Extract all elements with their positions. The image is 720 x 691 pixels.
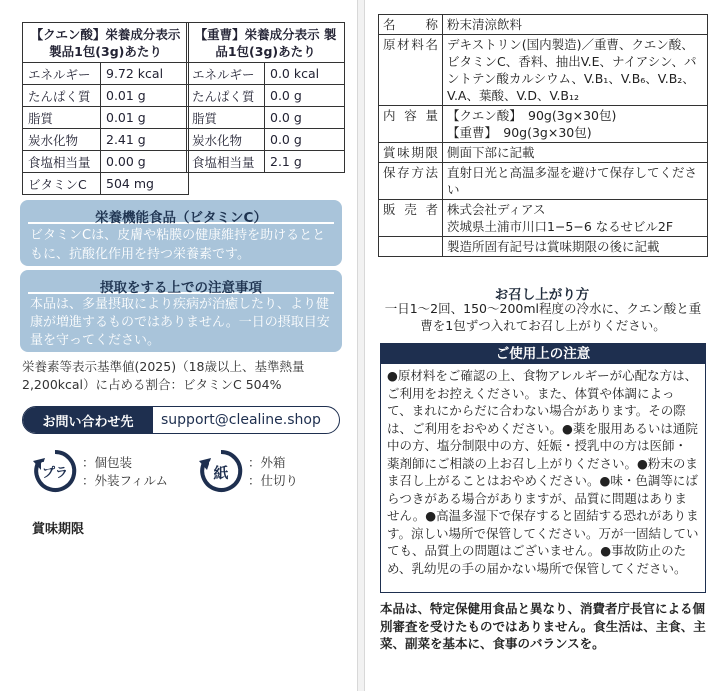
product-info-table — [378, 14, 708, 257]
functional-food-body: ビタミンCは、皮膚や粘膜の健康維持を助けるとともに、抗酸化作用を持つ栄養素です。 — [30, 228, 326, 262]
nutrition-value: 2.41 g — [101, 129, 189, 151]
nutrition-header-citric: 【クエン酸】栄養成分表示 製品1包(3g)あたり — [23, 23, 189, 63]
howto-body: 一日1〜2回、150〜200ml程度の冷水に、クエン酸と重曹を1包ずつ入れてお召し上がりください。 — [384, 301, 702, 333]
info-value: 【クエン酸】 90g(3g×30包) 【重曹】 90g(3g×30包) — [443, 106, 708, 143]
nutrition-label: たんぱく質 — [187, 85, 265, 107]
table-row — [379, 15, 708, 35]
nutrition-value: 0.01 g — [101, 85, 189, 107]
nutrition-label: ビタミンC — [23, 173, 101, 195]
nutrition-value: 0.01 g — [101, 107, 189, 129]
reference-note: 栄養素等表示基準値(2025)（18歳以上、基準熱量2,200kcal）に占める割合：ビタミンC 504% — [22, 359, 305, 392]
functional-food-box — [20, 200, 342, 266]
intake-caution-title: 摂取をする上での注意事項 — [28, 270, 334, 294]
usage-caution-title: ご使用上の注意 — [381, 344, 705, 364]
table-row — [379, 143, 708, 163]
info-key: 販売者 — [379, 200, 443, 237]
usage-caution-body: ●原材料をご確認の上、食物アレルギーが心配な方は、ご利用をお控えください。また、体質や体調によって、まれにからだに合わない場合があります。その際は、ご利用をおやめください。●薬を服用あるいは通院中の方、塩分制限中の方、妊娠・授乳中の方は医師・薬剤師にご相談の上お召し上がりください。●粉末のまま召し上がることはおやめください。●味・色調等にばらつきがある場合がありますが、品質に問題はありません。●高温多湿下で保存すると固結する恐れがあります。涼しい場所で保管してください。万が一固結していても、品質上の問題はございません。●事故防止のため、乳幼児の手の届かない場所で保管してください。 — [387, 368, 699, 576]
table-row — [23, 129, 189, 151]
table-row — [379, 163, 708, 200]
nutrition-header-soda: 【重曹】栄養成分表示 製品1包(3g)あたり — [187, 23, 345, 63]
pla-items — [82, 454, 168, 490]
plastic-recycle-icon — [32, 448, 78, 494]
table-row — [23, 173, 189, 195]
info-key: 賞味期限 — [379, 143, 443, 163]
table-row — [379, 237, 708, 257]
contact-label: お問い合わせ先 — [23, 407, 153, 433]
paper-item: ：外箱 — [248, 455, 286, 470]
nutrition-value: 0.0 kcal — [265, 63, 345, 85]
contact-email[interactable]: support@clealine.shop — [161, 412, 321, 428]
info-value: 側面下部に記載 — [443, 143, 708, 163]
nutrition-label: エネルギー — [23, 63, 101, 85]
table-row — [23, 63, 189, 85]
nutrition-label: 脂質 — [23, 107, 101, 129]
table-row — [379, 35, 708, 106]
nutrition-label: 炭水化物 — [23, 129, 101, 151]
table-row — [23, 151, 189, 173]
nutrition-table-soda — [186, 22, 345, 173]
pla-mark-text: プラ — [41, 466, 69, 481]
table-row — [187, 151, 345, 173]
nutrition-label: 炭水化物 — [187, 129, 265, 151]
nutrition-value: 0.0 g — [265, 129, 345, 151]
info-key — [379, 237, 443, 257]
nutrition-label: たんぱく質 — [23, 85, 101, 107]
functional-food-title: 栄養機能食品（ビタミンC） — [28, 200, 334, 224]
nutrition-label: 食塩相当量 — [187, 151, 265, 173]
contact-bar — [22, 406, 340, 434]
intake-caution-body: 本品は、多量摂取により疾病が治癒したり、より健康が増進するものではありません。一日の摂取目安量を守ってください。 — [30, 297, 330, 348]
paper-items — [248, 454, 298, 490]
table-row — [379, 106, 708, 143]
info-value: 製造所固有記号は賞味期限の後に記載 — [443, 237, 708, 257]
nutrition-value: 2.1 g — [265, 151, 345, 173]
info-key: 名 称 — [379, 15, 443, 35]
nutrition-label: 食塩相当量 — [23, 151, 101, 173]
table-row — [379, 200, 708, 237]
table-row — [187, 85, 345, 107]
nutrition-table-citric — [22, 22, 189, 195]
howto-title: お召し上がり方 — [494, 287, 590, 303]
expiry-label: 賞味期限 — [32, 522, 85, 537]
paper-mark-text: 紙 — [213, 464, 229, 482]
nutrition-label: エネルギー — [187, 63, 265, 85]
intake-caution-box — [20, 270, 342, 352]
pla-item: ：外装フィルム — [82, 473, 169, 488]
legal-notice: 本品は、特定保健用食品と異なり、消費者庁長官による個別審査を受けたものではありません。食生活は、主食、主菜、副菜を基本に、食事のバランスを。 — [380, 601, 706, 651]
nutrition-value: 504 mg — [101, 173, 189, 195]
usage-caution-box — [380, 343, 706, 593]
table-row — [187, 63, 345, 85]
nutrition-value: 0.0 g — [265, 107, 345, 129]
paper-recycle-icon — [198, 448, 244, 494]
nutrition-value: 0.0 g — [265, 85, 345, 107]
pla-item: ：個包装 — [82, 455, 133, 470]
info-value: 粉末清涼飲料 — [443, 15, 708, 35]
nutrition-value: 9.72 kcal — [101, 63, 189, 85]
table-row — [187, 107, 345, 129]
nutrition-value: 0.00 g — [101, 151, 189, 173]
paper-item: ：仕切り — [248, 473, 299, 488]
info-key: 原材料名 — [379, 35, 443, 106]
info-key: 内容量 — [379, 106, 443, 143]
table-row — [23, 107, 189, 129]
info-key: 保存方法 — [379, 163, 443, 200]
nutrition-label: 脂質 — [187, 107, 265, 129]
table-row — [23, 85, 189, 107]
info-value: 直射日光と高温多湿を避けて保存してください — [443, 163, 708, 200]
info-value: デキストリン(国内製造)／重曹、クエン酸、ビタミンC、香料、抽出V.E、ナイアシン、パントテン酸カルシウム、V.B₁、V.B₆、V.B₂、V.A、葉酸、V.D、V.B₁₂ — [443, 35, 708, 106]
table-row — [187, 129, 345, 151]
info-value: 株式会社ディアス 茨城県土浦市川口1−5−6 なるせビル2F — [443, 200, 708, 237]
